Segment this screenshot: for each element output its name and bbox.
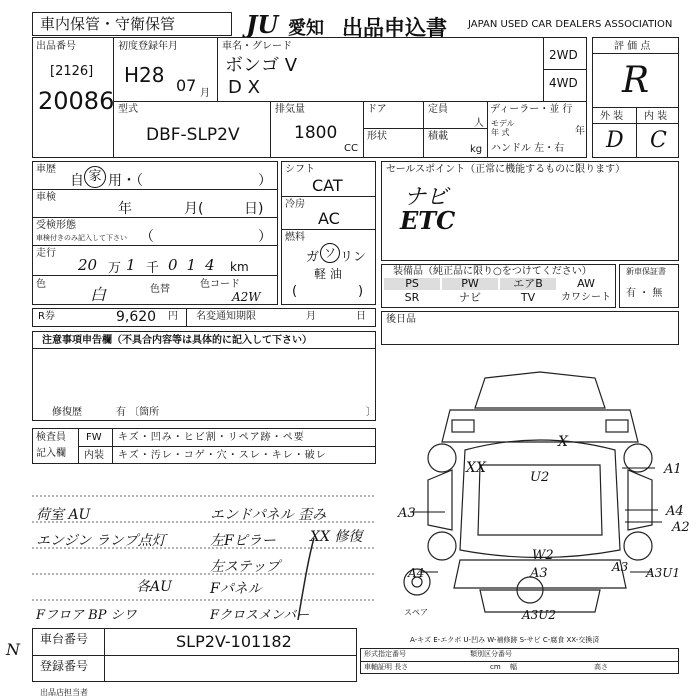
- color-label: 色: [36, 279, 46, 290]
- fuel-circled: ソ: [320, 243, 340, 263]
- listing-sub-number: [2126]: [50, 64, 94, 79]
- exterior-label: 外 装: [600, 111, 624, 122]
- inspector-label-1: 検査員: [36, 432, 66, 443]
- model-label: 車名・グレード: [222, 41, 292, 52]
- dims-cert-label: 形式指定番号: [364, 650, 406, 658]
- acceptance-label: 受検形態: [36, 220, 76, 231]
- note-5: XX 修復: [310, 529, 363, 545]
- car-damage-diagram: [390, 350, 695, 630]
- equip-ps: PS: [384, 278, 440, 290]
- listing-number: 20086: [38, 87, 115, 115]
- note-1: 荷室 AU: [36, 507, 91, 523]
- form-title: 出品申込書: [342, 16, 447, 40]
- name-change-month: 月: [306, 311, 316, 322]
- note-2: エンドパネル 歪み: [210, 507, 327, 523]
- fuel-close: ): [358, 284, 364, 299]
- recycle-unit: 円: [168, 311, 178, 322]
- chassis-value: SLP2V-101182: [176, 632, 292, 651]
- equip-cloth-seat: カワシート: [561, 292, 611, 303]
- chassis-label: 車台番号: [40, 632, 89, 646]
- org-name: 愛知: [288, 18, 324, 39]
- note-10: Fクロスメンバー: [210, 608, 310, 623]
- cooling-label: 冷房: [285, 199, 305, 210]
- registration-label: 初度登録年月: [118, 41, 178, 52]
- acceptance-open: （: [140, 229, 154, 245]
- usage-close: ）: [258, 173, 272, 189]
- color-code-label: 色コード: [200, 279, 240, 290]
- model-year-label: モデル: [491, 119, 515, 128]
- form-subtitle: JAPAN USED CAR DEALERS ASSOCIATION: [468, 19, 673, 30]
- registration-month: 07: [176, 76, 197, 95]
- name-change-label: 名変通知期限: [196, 311, 256, 322]
- load-unit: kg: [470, 144, 483, 155]
- cooling-value: AC: [318, 209, 340, 228]
- year-unit: 年: [575, 126, 585, 137]
- drive-4wd: 4WD: [549, 76, 578, 90]
- equip-navi: ナビ: [459, 291, 481, 304]
- note-4: 左Fピラー: [210, 533, 276, 549]
- rating-score: R: [622, 60, 650, 101]
- mark-a3u1: A3U1: [646, 566, 681, 580]
- equip-pw: PW: [442, 278, 498, 290]
- note-7: 各AU: [136, 579, 172, 595]
- mileage-v3: 014: [168, 256, 224, 274]
- mark-a3-wheel: A3: [612, 560, 629, 574]
- mileage-label: 走行: [36, 248, 56, 259]
- inspector-label-2: 記入欄: [36, 448, 66, 459]
- inspector-row-2: キズ・汚レ・コゲ・穴・スレ・キレ・破レ: [118, 450, 327, 461]
- later-install-label: 後日品: [386, 314, 416, 325]
- color-code-value: A2W: [232, 290, 261, 304]
- fuel-label: 燃料: [285, 232, 305, 243]
- capacity-label: 定員: [428, 104, 448, 115]
- mark-a4-left: A4: [408, 566, 425, 580]
- repair-close: 〕: [366, 407, 376, 418]
- mark-a3-bottom: A3: [530, 566, 548, 581]
- equipment-grid: [384, 278, 614, 304]
- usage-label: 車歴: [36, 164, 56, 175]
- mark-a3-left: A3: [398, 506, 416, 521]
- note-3: エンジン ランプ点灯: [36, 533, 166, 549]
- equip-sr: SR: [404, 291, 420, 304]
- shift-value: CAT: [312, 176, 343, 195]
- mark-x: X: [558, 434, 568, 450]
- fuel-pre: ガ: [306, 250, 320, 265]
- repair-label: 修復歴: [52, 407, 82, 418]
- mileage-unit: km: [230, 260, 249, 274]
- repair-value: 有 〔箇所: [116, 407, 160, 418]
- damage-legend: A-キズ E-エクボ U-凹み W-補修跡 S-サビ C-腐食 XX-交換済: [410, 636, 600, 644]
- inspection-year: 年: [118, 201, 132, 217]
- model-name: ボンゴ V: [225, 55, 298, 76]
- inspector-row-1: キズ・凹み・ヒビ割・リペア跡・ペ要: [118, 432, 305, 443]
- mark-xx: XX: [466, 460, 486, 476]
- mark-a4-right: A4: [666, 504, 684, 519]
- spare-label: スペア: [404, 608, 428, 617]
- year-label: 年 式: [491, 128, 510, 137]
- dealer-label: ディーラー・並 行: [490, 104, 573, 115]
- inspector-fw: FW: [86, 432, 102, 443]
- note-8: Fパネル: [210, 581, 262, 597]
- fuel-post: リン: [340, 250, 367, 265]
- interior-grade: C: [650, 128, 667, 153]
- mileage-u1: 万: [108, 261, 122, 276]
- usage-suffix: 用・（: [108, 173, 143, 189]
- inspection-day: 日): [244, 201, 264, 217]
- mileage-u2: 千: [146, 261, 160, 276]
- capacity-unit: 人: [474, 118, 484, 129]
- dims-height-label: 高さ: [594, 663, 608, 671]
- warranty-label: 新車保証書: [626, 267, 666, 276]
- acceptance-note: 車検付きのみ記入して下さい: [36, 234, 127, 242]
- listing-number-label: 出品番号: [36, 41, 76, 52]
- color-value: 白: [90, 285, 107, 304]
- exterior-grade: D: [606, 128, 624, 153]
- later-install-block: [381, 311, 679, 345]
- mark-w2: W2: [532, 548, 554, 563]
- dims-length-unit: cm: [490, 663, 501, 671]
- rating-label: 評 価 点: [614, 41, 651, 52]
- equip-airbag: エアB: [500, 278, 556, 290]
- usage-circled: 家: [84, 166, 106, 188]
- type-code-label: 型式: [118, 104, 138, 115]
- displacement-unit: CC: [344, 143, 358, 154]
- dims-class-label: 類別区分番号: [470, 650, 512, 658]
- seal-label: 出品店担当者: [40, 688, 88, 697]
- type-code-value: DBF-SLP2V: [146, 125, 240, 145]
- inspection-month: 月(: [184, 201, 204, 217]
- inspector-interior: 内装: [84, 450, 104, 461]
- dims-width-label: 幅: [510, 663, 517, 671]
- ju-logo: JU: [246, 10, 279, 39]
- selling-points-label: セールスポイント（正常に機能するものに限ります）: [386, 164, 626, 175]
- shape-label: 形状: [367, 131, 387, 142]
- interior-label: 内 装: [644, 111, 668, 122]
- inspection-label: 車検: [36, 192, 56, 203]
- fuel-diesel: 軽 油: [314, 267, 342, 281]
- handle-label: ハンドル 左・右: [491, 143, 565, 154]
- recycle-label: R券: [38, 311, 55, 322]
- note-9: Fフロア BP シワ: [36, 608, 137, 623]
- equip-aw: AW: [577, 277, 595, 290]
- door-label: ドア: [367, 104, 387, 115]
- drive-2wd: 2WD: [549, 48, 578, 62]
- registration-month-unit: 月: [200, 88, 210, 99]
- equip-tv: TV: [520, 291, 536, 304]
- mileage-v2: 1: [126, 256, 136, 274]
- recycle-value: 9,620: [116, 309, 157, 325]
- mark-a3u2: A3U2: [522, 608, 557, 622]
- notes-label: 注意事項申告欄（不具合内容等は具体的に記入して下さい）: [42, 335, 312, 346]
- mark-u2: U2: [530, 470, 550, 485]
- dims-length-label: 車軸証明 長さ: [364, 663, 409, 671]
- model-grade: D X: [228, 77, 260, 98]
- color-change-label: 色替: [150, 284, 170, 295]
- name-change-day: 日: [356, 311, 366, 322]
- shift-label: シフト: [285, 164, 315, 175]
- usage-prefix: 自: [70, 173, 84, 189]
- reg-number-label: 登録番号: [40, 659, 89, 673]
- mark-a1: A1: [664, 462, 682, 477]
- load-label: 積載: [428, 131, 448, 142]
- displacement-value: 1800: [294, 123, 338, 143]
- selling-point-2: ETC: [400, 206, 456, 235]
- storage-tag-text: 車内保管・守衛保管: [40, 15, 176, 33]
- selling-point-1: ナビ: [404, 185, 449, 210]
- warranty-value: 有 ・ 無: [626, 288, 663, 299]
- mileage-v1: 20: [78, 256, 98, 274]
- displacement-label: 排気量: [275, 104, 305, 115]
- note-6: 左ステップ: [210, 559, 280, 575]
- margin-mark: N: [6, 640, 20, 659]
- registration-year: H28: [124, 63, 165, 87]
- mark-a2: A2: [672, 520, 690, 535]
- equipment-label: 装備品（純正品に限り○をつけてください）: [393, 266, 592, 277]
- fuel-open: (: [292, 284, 298, 299]
- acceptance-close: ）: [258, 229, 272, 245]
